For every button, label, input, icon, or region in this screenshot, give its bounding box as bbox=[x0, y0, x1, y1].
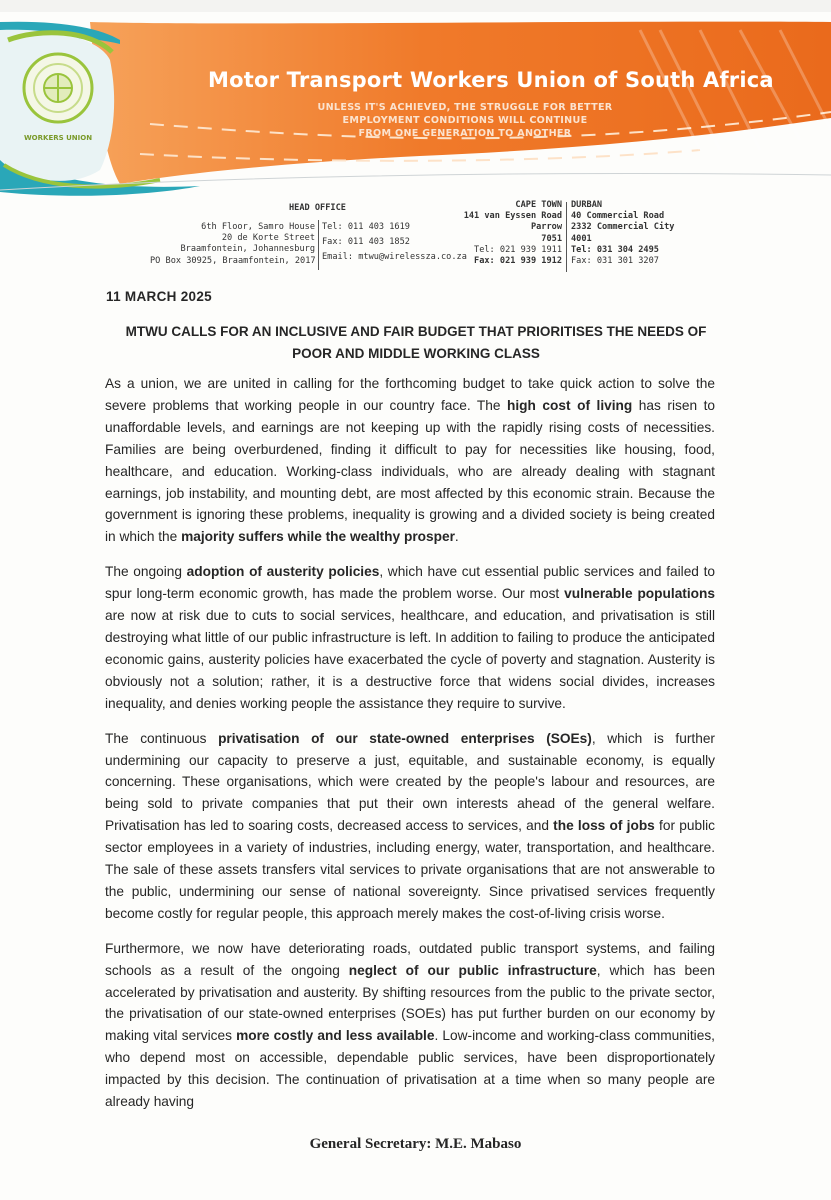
body-paragraph bbox=[105, 373, 715, 548]
paragraph-text: Furthermore, we now have deteriorating roads, outdated public transport systems, and failing schools as a result of the ongoing bbox=[105, 940, 715, 978]
head-office-contacts: Tel: 011 403 1619 Fax: 011 403 1852 Email: mtwu@wirelessza.co.za bbox=[322, 222, 467, 263]
body-paragraph bbox=[105, 561, 715, 714]
document-heading: MTWU CALLS FOR AN INCLUSIVE AND FAIR BUDGET THAT PRIORITISES THE NEEDS OF POOR AND MIDDLE WORKING CLASS bbox=[125, 324, 707, 361]
paragraph-text: . Low-income and working-class communities, who depend most on accessible, dependable public services, have been disproportionately impacted by this decision. The continuation of privatisation at a time when so many people are already having bbox=[105, 1028, 715, 1110]
head-office-address: 6th Floor, Samro House 20 de Korte Street Braamfontein, Johannesburg PO Box 30925, Braamfontein, 2017 bbox=[150, 222, 316, 266]
org-name: Motor Transport Workers Union of South Africa bbox=[208, 68, 774, 92]
emphasis-text: privatisation of our state-owned enterprises (SOEs) bbox=[218, 730, 592, 746]
paragraph-text: The continuous bbox=[105, 730, 219, 746]
paragraph-text: , which have cut essential public services and failed to spur long-term economic growth, has made the problem worse. Our most bbox=[105, 564, 715, 602]
emphasis-text: adoption of austerity policies bbox=[186, 564, 380, 580]
letterhead-banner bbox=[0, 0, 831, 200]
cape-town-address: CAPE TOWN 141 van Eyssen Road Parrow 7051 Tel: 021 939 1911 Fax: 021 939 1912 bbox=[463, 200, 562, 267]
paragraph-text: The ongoing bbox=[105, 564, 187, 580]
durban-address: DURBAN 40 Commercial Road 2332 Commercial City 4001 Tel: 031 304 2495 Fax: 031 301 3207 bbox=[571, 200, 675, 267]
union-tagline: UNLESS IT'S ACHIEVED, THE STRUGGLE FOR BETTER EMPLOYMENT CONDITIONS WILL CONTINUE FROM ONE GENERATION TO ANOTHER bbox=[317, 102, 613, 139]
emphasis-text: more costly and less available bbox=[236, 1028, 435, 1044]
emphasis-text: high cost of living bbox=[507, 397, 633, 413]
address-divider bbox=[318, 220, 319, 270]
body-paragraph bbox=[105, 938, 715, 1113]
address-divider bbox=[566, 202, 567, 272]
paragraph-text: . bbox=[454, 529, 459, 545]
paragraph-text: are now at risk due to cuts to social services, healthcare, and education, and privatisation is still destroying what little of our public infrastructure is left. In addition to failing to produce the anticipated economic gains, austerity policies have exacerbated the cycle of poverty and stagnation. Austerity is obviously not a solution; rather, it is a destructive force that widens social divides, increases inequality, and denies working people the assistance they require to survive. bbox=[105, 608, 715, 711]
head-office-label: HEAD OFFICE bbox=[289, 203, 346, 213]
paragraph-text: , which has been accelerated by privatisation and austerity. By shifting resources from the public to the private sector, the privatisation of our state-owned enterprises (SOEs) has put further burden on our economy by making vital services bbox=[105, 962, 715, 1044]
emphasis-text: majority suffers while the wealthy prosper bbox=[181, 529, 455, 545]
emphasis-text: neglect of our public infrastructure bbox=[348, 962, 597, 978]
paragraph-text: has risen to unaffordable levels, and earnings are not keeping up with the rapidly rising costs of necessities. Families are being overburdened, finding it difficult to pay for necessities like housing, food, healthcare, and education. Working-class individuals, who are already dealing with stagnant earnings, job instability, and mounting debt, are most affected by this economic strain. Because the government is ignoring these problems, inequality is growing and a divided society is being created in which the bbox=[105, 397, 715, 545]
body-paragraph bbox=[105, 728, 715, 925]
paragraph-text: for public sector employees in a variety of industries, including energy, water, transportation, and healthcare. The sale of these assets transfers vital services to private organisations that are not answerable to the public, undermining our sense of national sovereignty. Since privatised services frequently become costly for regular people, this approach merely makes the cost-of-living crisis worse. bbox=[105, 818, 715, 921]
document-body bbox=[105, 373, 715, 1126]
paragraph-text: As a union, we are united in calling for the forthcoming budget to take quick action to solve the severe problems that working people in our country face. The bbox=[105, 376, 715, 413]
emphasis-text: the loss of jobs bbox=[553, 818, 655, 834]
paragraph-text: , which is further undermining our capacity to preserve a just, equitable, and sustainable economy, is equally concerning. These organisations, which were created by the people's labour and resources, are being sold to private companies that put their own interests ahead of the general welfare. Privatisation has led to soaring costs, decreased access to services, and bbox=[105, 730, 715, 834]
signatory-line: General Secretary: M.E. Mabaso bbox=[309, 1136, 522, 1152]
letter-date: 11 MARCH 2025 bbox=[106, 289, 212, 304]
svg-text:WORKERS UNION: WORKERS UNION bbox=[23, 134, 93, 142]
union-logo bbox=[14, 46, 102, 146]
emphasis-text: vulnerable populations bbox=[564, 586, 716, 602]
